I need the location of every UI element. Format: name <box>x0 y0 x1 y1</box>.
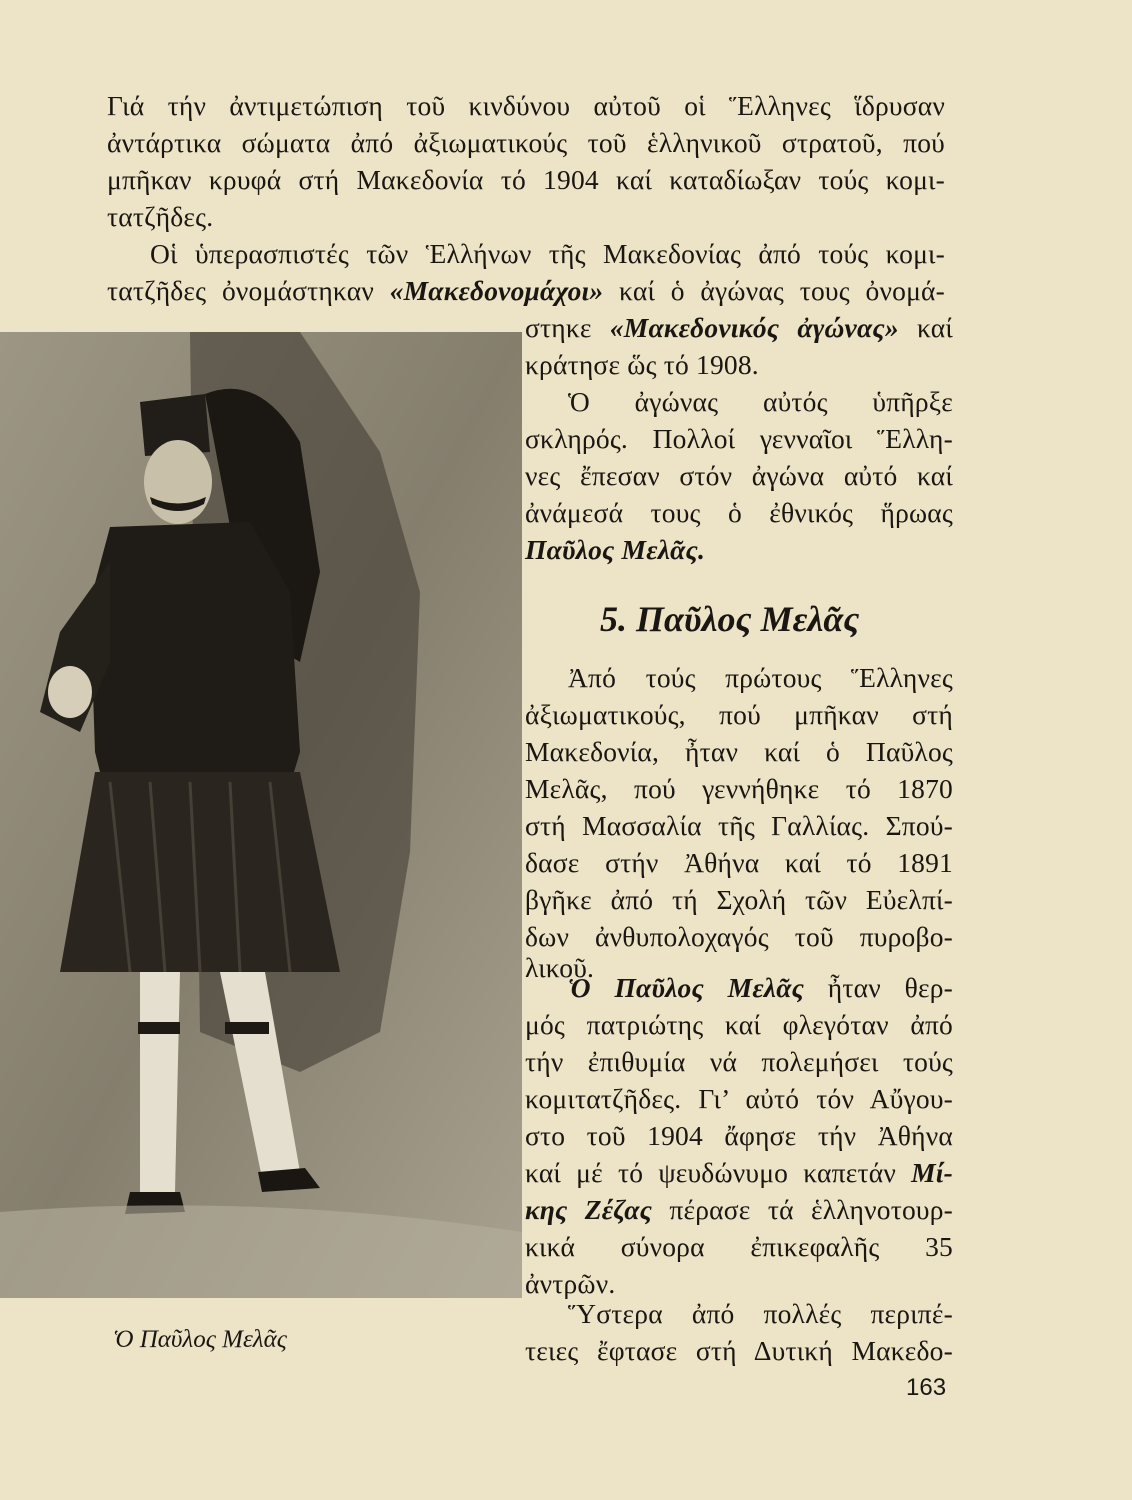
intro-line: τατζῆδες. <box>107 201 214 232</box>
portrait-illustration <box>0 332 522 1298</box>
bio-line: Ἀπό τούς πρώτους Ἕλληνες <box>568 662 953 693</box>
bio-line: βγῆκε ἀπό τή Σχολή τῶν Εὐελπί- <box>525 884 953 915</box>
photo-caption: Ὁ Παῦλος Μελᾶς <box>113 1326 287 1353</box>
struggle-line: σκληρός. Πολλοί γενναῖοι Ἕλλη- <box>525 423 953 454</box>
struggle-line: Παῦλος Μελᾶς. <box>525 534 706 565</box>
defenders-text: τατζῆδες ὀνομάστηκαν <box>107 275 390 306</box>
patriot-line <box>525 1192 953 1228</box>
later-line: τειες ἔφτασε στή Δυτική Μακεδο- <box>525 1335 953 1366</box>
patriot-text: καί μέ τό ψευδώνυμο καπετάν <box>525 1157 912 1188</box>
intro-line: μπῆκαν κρυφά στή Μακεδονία τό 1904 καί καταδίωξαν τούς κομι- <box>107 164 945 195</box>
intro-line: Γιά τήν ἀντιμετώπιση τοῦ κινδύνου αὐτοῦ οἱ Ἕλληνες ἵδρυσαν <box>107 90 945 121</box>
patriot-text: πέρασε τά ἑλληνοτουρ- <box>652 1194 954 1225</box>
defenders-text: καί <box>898 312 953 343</box>
portrait-photo <box>0 332 522 1298</box>
page-number: 163 <box>906 1374 947 1401</box>
mikis-zezas-name: Μί- <box>911 1157 953 1188</box>
bio-line: Μακεδονία, ἦταν καί ὁ Παῦλος <box>525 736 953 767</box>
defenders-line: Οἱ ὑπερασπιστές τῶν Ἑλλήνων τῆς Μακεδονίας ἀπό τούς κομι- <box>150 238 945 269</box>
patriot-line: κικά σύνορα ἐπικεφαλῆς 35 <box>525 1231 953 1262</box>
patriot-line <box>525 1155 953 1191</box>
intro-line: ἀντάρτικα σώματα ἀπό ἀξιωματικούς τοῦ ἑλληνικοῦ στρατοῦ, πού <box>107 127 945 158</box>
defenders-line <box>107 273 945 309</box>
bio-line: στή Μασσαλία τῆς Γαλλίας. Σπού- <box>525 810 953 841</box>
patriot-line: μός πατριώτης καί φλεγόταν ἀπό <box>525 1009 953 1040</box>
bio-line: λικοῦ. <box>525 952 595 983</box>
patriot-line <box>568 970 953 1006</box>
struggle-line: νες ἔπεσαν στόν ἀγώνα αὐτό καί <box>525 460 953 491</box>
patriot-line: ἀντρῶν. <box>525 1268 616 1299</box>
defenders-text: καί ὁ ἀγώνας τους ὀνομά- <box>603 275 945 306</box>
patriot-text: ἦταν θερ- <box>804 972 953 1003</box>
pavlos-melas-name: Ὁ Παῦλος Μελᾶς <box>568 972 805 1003</box>
bio-line: Μελᾶς, πού γεννήθηκε τό 1870 <box>525 773 953 804</box>
bio-line: δων ἀνθυπολοχαγός τοῦ πυροβο- <box>525 921 953 952</box>
defenders-text: στηκε <box>525 312 610 343</box>
patriot-line: τήν ἐπιθυμία νά πολεμήσει τούς <box>525 1046 953 1077</box>
bio-line: ἀξιωματικούς, πού μπῆκαν στή <box>525 699 953 730</box>
struggle-line: ἀνάμεσά τους ὁ ἐθνικός ἥρωας <box>525 497 953 528</box>
makedonikos-agonas-term: «Μακεδονικός ἀγώνας» <box>609 312 899 343</box>
later-line: Ὕστερα ἀπό πολλές περιπέ- <box>568 1298 953 1329</box>
makedonomachoi-term: «Μακεδονομάχοι» <box>389 275 604 306</box>
defenders-line <box>525 310 953 346</box>
section-heading: 5. Παῦλος Μελᾶς <box>600 599 860 639</box>
struggle-line: Ὁ ἀγώνας αὐτός ὑπῆρξε <box>568 386 953 417</box>
patriot-line: κομιτατζῆδες. Γι’ αὐτό τόν Αὔγου- <box>525 1083 953 1114</box>
mikis-zezas-name: κης Ζέζας <box>525 1194 653 1225</box>
defenders-line: κράτησε ὥς τό 1908. <box>525 349 759 380</box>
bio-line: δασε στήν Ἀθήνα καί τό 1891 <box>525 847 953 878</box>
patriot-line: στο τοῦ 1904 ἄφησε τήν Ἀθήνα <box>525 1120 953 1151</box>
